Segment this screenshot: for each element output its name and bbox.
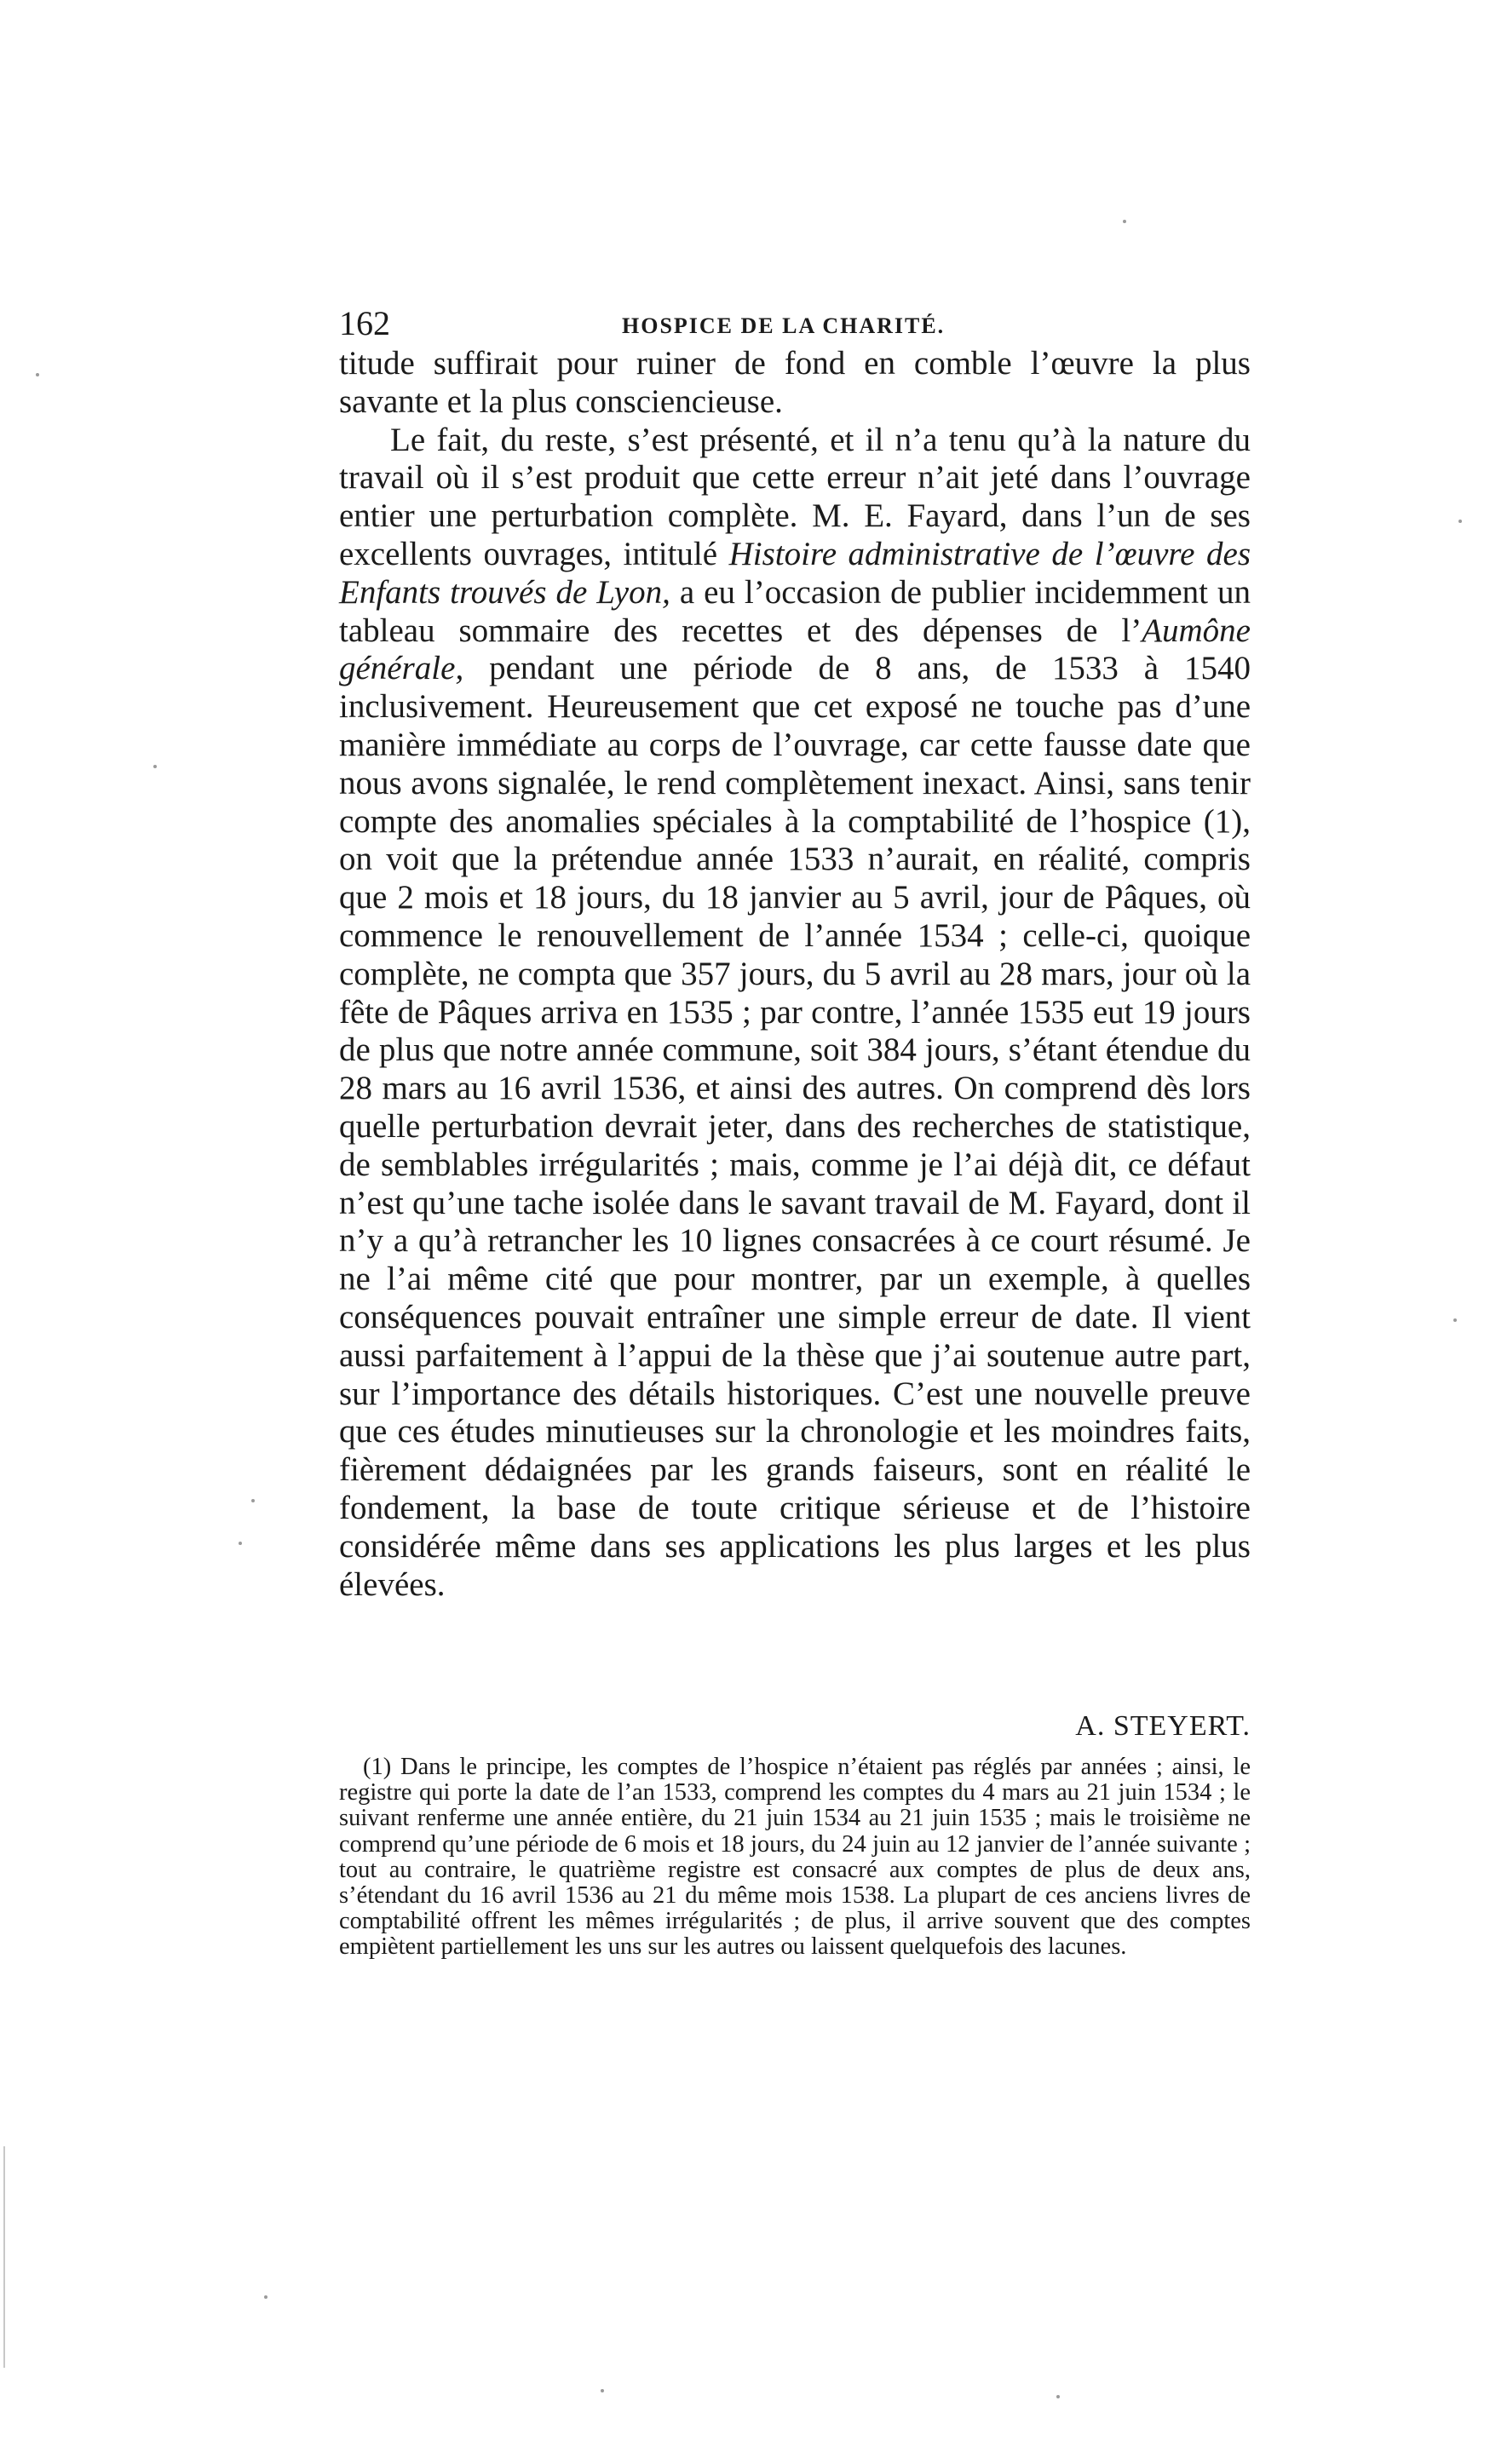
scan-speck — [36, 373, 39, 376]
scan-speck — [239, 1542, 242, 1545]
scan-speck — [1056, 2395, 1060, 2398]
page-number: 162 — [339, 304, 390, 342]
scan-speck — [1458, 520, 1462, 523]
scan-speck — [1123, 220, 1126, 223]
book-title-italic: Histoire administrative de l’œuvre des Enfants trouvés de Lyon, — [339, 535, 1251, 611]
paragraph-main-part-2: a eu l’occasion de publier incidemment un tableau sommaire des recettes et des dépenses de l’ — [339, 573, 1251, 649]
scan-speck — [601, 2389, 604, 2392]
running-head: HOSPICE DE LA CHARITÉ. — [622, 313, 946, 338]
scan-speck — [1453, 1318, 1457, 1322]
author-signature: A. STEYERT. — [1075, 1710, 1251, 1742]
paragraph-main-part-3: pendant une période de 8 ans, de 1533 à 1540 inclusivement. Heureusement que cet exposé ne touche pas d’une manière immédiate au corps de l’ouvrage, car cette fausse date que nous avons signalée, le rend complètement inexact. Ainsi, sans tenir compte des anomalies spéciales à la comptabilité de l’hospice (1), on voit que la prétendue année 1533 n’aurait, en réalité, compris que 2 mois et 18 jours, du 18 janvier au 5 avril, jour de Pâques, où commence le renouvellement de l’année 1534 ; celle-ci, quoique complète, ne compta que 357 jours, du 5 avril au 28 mars, jour où la fête de Pâques arriva en 1535 ; par contre, l’année 1535 eut 19 jours de plus que notre année commune, soit 384 jours, s’étant étendue du 28 mars au 16 avril 1536, et ainsi des autres. On comprend dès lors quelle perturbation devrait jeter, dans des recherches de statistique, de semblables irrégularités ; mais, comme je l’ai déjà dit, ce défaut n’est qu’une tache isolée dans le savant travail de M. Fayard, dont il n’y a qu’à retrancher les 10 lignes consacrées à ce court résumé. Je ne l’ai même cité que pour montrer, par un exemple, à quelles conséquences pouvait entraîner une simple erreur de date. Il vient aussi parfaitement à l’appui de la thèse que j’ai soutenue autre part, sur l’importance des détails historiques. C’est une nouvelle preuve que ces études minutieuses sur la chronologie et les moindres faits, fièrement dédaignées par les grands faiseurs, sont en réalité le fondement, la base de toute critique sérieuse et de l’histoire considérée même dans ses applications les plus larges et les plus élevées. — [339, 650, 1251, 1603]
paragraph-main — [339, 422, 1251, 1605]
paragraph-main-part-1: Le fait, du reste, s’est présenté, et il n’a tenu qu’à la nature du travail où il s’est produit que cette erreur n’ait jeté dans l’ouvrage entier une perturbation complète. M. E. Fayard, dans l’un de ses excellents ouvrages, intitulé — [339, 421, 1251, 572]
footnote: (1) Dans le principe, les comptes de l’hospice n’étaient pas réglés par années ; ainsi, le registre qui porte la date de l’an 1533, comprend les comptes du 4 mars au 21 juin 1534 ; le suivant renferme une année entière, du 21 juin 1534 au 21 juin 1535 ; mais le troisième ne comprend qu’une période de 6 mois et 18 jours, du 24 juin au 12 janvier de l’année suivante ; tout au contraire, le quatrième registre est consacré aux comptes de plus de deux ans, s’étendant du 16 avril 1536 au 21 du même mois 1538. La plupart de ces anciens livres de comptabilité offrent les mêmes irrégularités ; de plus, il arrive souvent que des comptes empiètent partiellement les uns sur les autres ou laissent quelquefois des lacunes. — [339, 1754, 1251, 1961]
scan-speck — [251, 1499, 255, 1502]
aumone-generale-italic: Aumône générale, — [339, 612, 1251, 687]
scan-speck — [153, 765, 157, 768]
scan-margin-line — [3, 2146, 5, 2368]
paragraph-continuation: titude suffirait pour ruiner de fond en comble l’œuvre la plus savante et la plus consciencieuse. — [339, 345, 1251, 420]
scan-speck — [264, 2295, 268, 2299]
main-text — [339, 345, 1251, 1604]
page-header — [339, 302, 1251, 345]
